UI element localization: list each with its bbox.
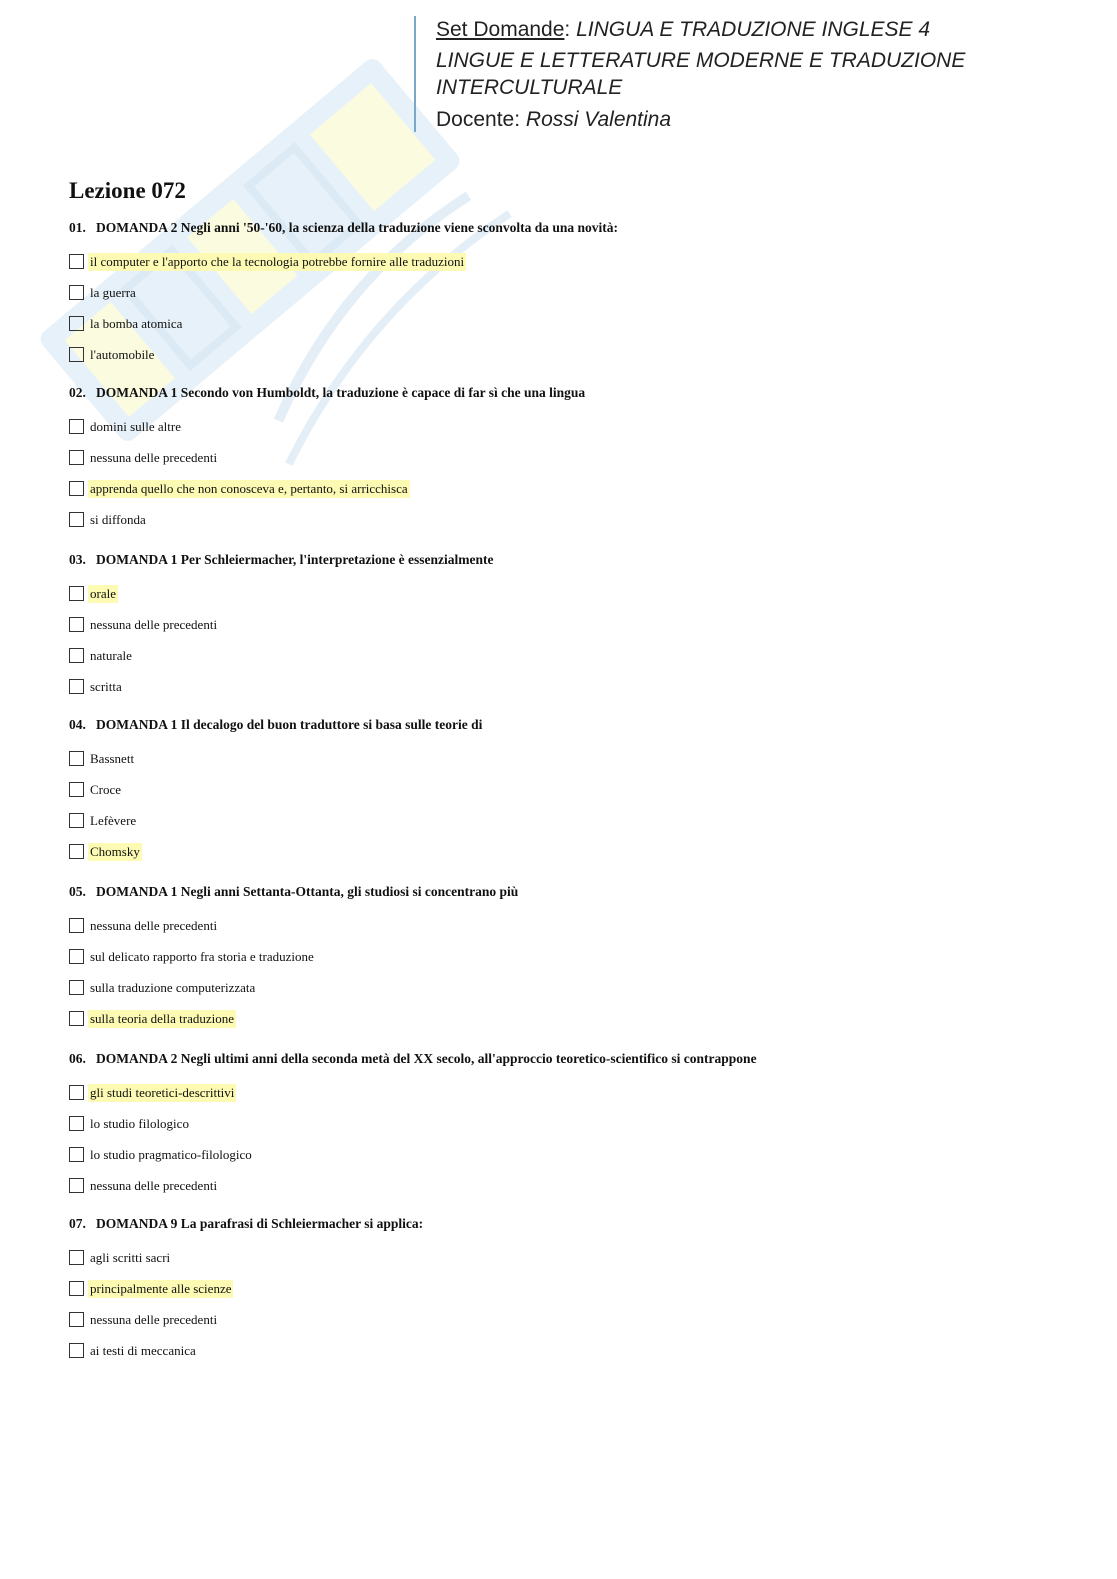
set-colon: : <box>564 18 577 41</box>
correct-answer-label: sulla teoria della traduzione <box>90 1010 235 1026</box>
question-text <box>69 1049 1069 1069</box>
checkbox-icon[interactable] <box>69 980 84 995</box>
answer-option[interactable] <box>69 910 1069 941</box>
answer-option[interactable] <box>69 836 1069 867</box>
checkbox-icon[interactable] <box>69 1178 84 1193</box>
checkbox-icon[interactable] <box>69 347 84 362</box>
answer-option[interactable] <box>69 578 1069 609</box>
options-list <box>69 743 1069 867</box>
answer-option[interactable] <box>69 1108 1069 1139</box>
checkbox-icon[interactable] <box>69 285 84 300</box>
answer-label: lo studio filologico <box>90 1115 189 1131</box>
checkbox-icon[interactable] <box>69 1116 84 1131</box>
answer-label: agli scritti sacri <box>90 1249 171 1265</box>
question-number: 06. <box>69 1051 86 1066</box>
answer-label: Croce <box>90 781 122 797</box>
question-block <box>69 715 1069 867</box>
answer-option[interactable] <box>69 246 1069 277</box>
checkbox-icon[interactable] <box>69 586 84 601</box>
answer-option[interactable] <box>69 743 1069 774</box>
lesson-title: Lezione 072 <box>69 178 186 203</box>
checkbox-icon[interactable] <box>69 1343 84 1358</box>
course-line-2: INTERCULTURALE <box>436 76 623 99</box>
checkbox-icon[interactable] <box>69 751 84 766</box>
answer-option[interactable] <box>69 308 1069 339</box>
checkbox-icon[interactable] <box>69 844 84 859</box>
answer-option[interactable] <box>69 1273 1069 1304</box>
correct-answer-label: orale <box>90 585 116 601</box>
question-label: DOMANDA 1 Secondo von Humboldt, la traduzione è capace di far sì che una lingua <box>96 385 586 400</box>
answer-option[interactable] <box>69 941 1069 972</box>
answer-option[interactable] <box>69 1242 1069 1273</box>
question-text <box>69 550 1069 570</box>
question-block <box>69 383 1069 535</box>
checkbox-icon[interactable] <box>69 813 84 828</box>
answer-label: scritta <box>90 678 122 694</box>
checkbox-icon[interactable] <box>69 1147 84 1162</box>
checkbox-icon[interactable] <box>69 1011 84 1026</box>
answer-option[interactable] <box>69 411 1069 442</box>
question-number: 01. <box>69 220 86 235</box>
question-block <box>69 1214 1069 1366</box>
answer-label: l'automobile <box>90 346 155 362</box>
question-label: DOMANDA 9 La parafrasi di Schleiermacher si applica: <box>96 1216 424 1231</box>
checkbox-icon[interactable] <box>69 419 84 434</box>
checkbox-icon[interactable] <box>69 679 84 694</box>
correct-answer-label: apprenda quello che non conosceva e, pertanto, si arricchisca <box>90 480 408 496</box>
answer-option[interactable] <box>69 972 1069 1003</box>
answer-option[interactable] <box>69 609 1069 640</box>
teacher-value: Rossi Valentina <box>525 108 672 131</box>
question-text <box>69 715 1069 735</box>
answer-label: domini sulle altre <box>90 418 181 434</box>
checkbox-icon[interactable] <box>69 949 84 964</box>
question-text <box>69 882 1069 902</box>
correct-answer-label: principalmente alle scienze <box>90 1280 232 1296</box>
teacher-line <box>436 106 965 133</box>
answer-label: Bassnett <box>90 750 135 766</box>
options-list <box>69 1242 1069 1366</box>
answer-option[interactable] <box>69 1170 1069 1201</box>
answer-label: sul delicato rapporto fra storia e traduzione <box>90 948 314 964</box>
answer-option[interactable] <box>69 1003 1069 1034</box>
options-list <box>69 578 1069 702</box>
answer-label: ai testi di meccanica <box>90 1342 196 1358</box>
question-label: DOMANDA 2 Negli ultimi anni della seconda metà del XX secolo, all'approccio teoretico-scientifico si contrappone <box>96 1051 757 1066</box>
answer-option[interactable] <box>69 473 1069 504</box>
set-label: Set Domande <box>436 18 565 41</box>
correct-answer-label: Chomsky <box>90 843 140 859</box>
checkbox-icon[interactable] <box>69 1085 84 1100</box>
checkbox-icon[interactable] <box>69 617 84 632</box>
answer-option[interactable] <box>69 1335 1069 1366</box>
correct-answer-label: gli studi teoretici-descrittivi <box>90 1084 235 1100</box>
correct-answer-label: il computer e l'apporto che la tecnologia potrebbe fornire alle traduzioni <box>90 253 465 269</box>
question-number: 02. <box>69 385 86 400</box>
options-list <box>69 246 1069 370</box>
question-number: 04. <box>69 717 86 732</box>
question-text <box>69 1214 1069 1234</box>
question-number: 07. <box>69 1216 86 1231</box>
set-value: LINGUA E TRADUZIONE INGLESE 4 <box>576 18 931 41</box>
options-list <box>69 1077 1069 1201</box>
options-list <box>69 411 1069 535</box>
question-label: DOMANDA 1 Il decalogo del buon traduttore si basa sulle teorie di <box>96 717 483 732</box>
checkbox-icon[interactable] <box>69 1281 84 1296</box>
checkbox-icon[interactable] <box>69 1312 84 1327</box>
question-block <box>69 218 1069 370</box>
checkbox-icon[interactable] <box>69 648 84 663</box>
set-line <box>436 16 965 43</box>
answer-label: nessuna delle precedenti <box>90 449 218 465</box>
answer-label: sulla traduzione computerizzata <box>90 979 256 995</box>
answer-option[interactable] <box>69 774 1069 805</box>
answer-label: lo studio pragmatico-filologico <box>90 1146 252 1162</box>
answer-option[interactable] <box>69 442 1069 473</box>
answer-label: la guerra <box>90 284 136 300</box>
checkbox-icon[interactable] <box>69 316 84 331</box>
checkbox-icon[interactable] <box>69 254 84 269</box>
course-line-1: LINGUE E LETTERATURE MODERNE E TRADUZIONE <box>436 49 966 72</box>
question-block <box>69 550 1069 702</box>
answer-option[interactable] <box>69 640 1069 671</box>
options-list <box>69 910 1069 1034</box>
checkbox-icon[interactable] <box>69 1250 84 1265</box>
checkbox-icon[interactable] <box>69 512 84 527</box>
question-text <box>69 383 1069 403</box>
checkbox-icon[interactable] <box>69 450 84 465</box>
answer-label: nessuna delle precedenti <box>90 1177 218 1193</box>
answer-option[interactable] <box>69 1077 1069 1108</box>
answer-label: si diffonda <box>90 511 146 527</box>
teacher-label: Docente: <box>436 108 521 131</box>
answer-option[interactable] <box>69 1139 1069 1170</box>
answer-label: nessuna delle precedenti <box>90 616 218 632</box>
answer-option[interactable] <box>69 1304 1069 1335</box>
answer-label: la bomba atomica <box>90 315 183 331</box>
question-label: DOMANDA 1 Per Schleiermacher, l'interpretazione è essenzialmente <box>96 552 494 567</box>
document-header <box>414 16 965 132</box>
question-number: 03. <box>69 552 86 567</box>
answer-option[interactable] <box>69 671 1069 702</box>
answer-option[interactable] <box>69 277 1069 308</box>
answer-option[interactable] <box>69 339 1069 370</box>
question-block <box>69 882 1069 1034</box>
answer-label: nessuna delle precedenti <box>90 917 218 933</box>
answer-label: nessuna delle precedenti <box>90 1311 218 1327</box>
answer-option[interactable] <box>69 805 1069 836</box>
answer-label: naturale <box>90 647 132 663</box>
checkbox-icon[interactable] <box>69 782 84 797</box>
question-label: DOMANDA 1 Negli anni Settanta-Ottanta, gli studiosi si concentrano più <box>96 884 519 899</box>
checkbox-icon[interactable] <box>69 481 84 496</box>
checkbox-icon[interactable] <box>69 918 84 933</box>
question-block <box>69 1049 1069 1201</box>
question-label: DOMANDA 2 Negli anni '50-'60, la scienza della traduzione viene sconvolta da una novità: <box>96 220 619 235</box>
question-number: 05. <box>69 884 86 899</box>
answer-option[interactable] <box>69 504 1069 535</box>
question-text <box>69 218 1069 238</box>
answer-label: Lefèvere <box>90 812 137 828</box>
